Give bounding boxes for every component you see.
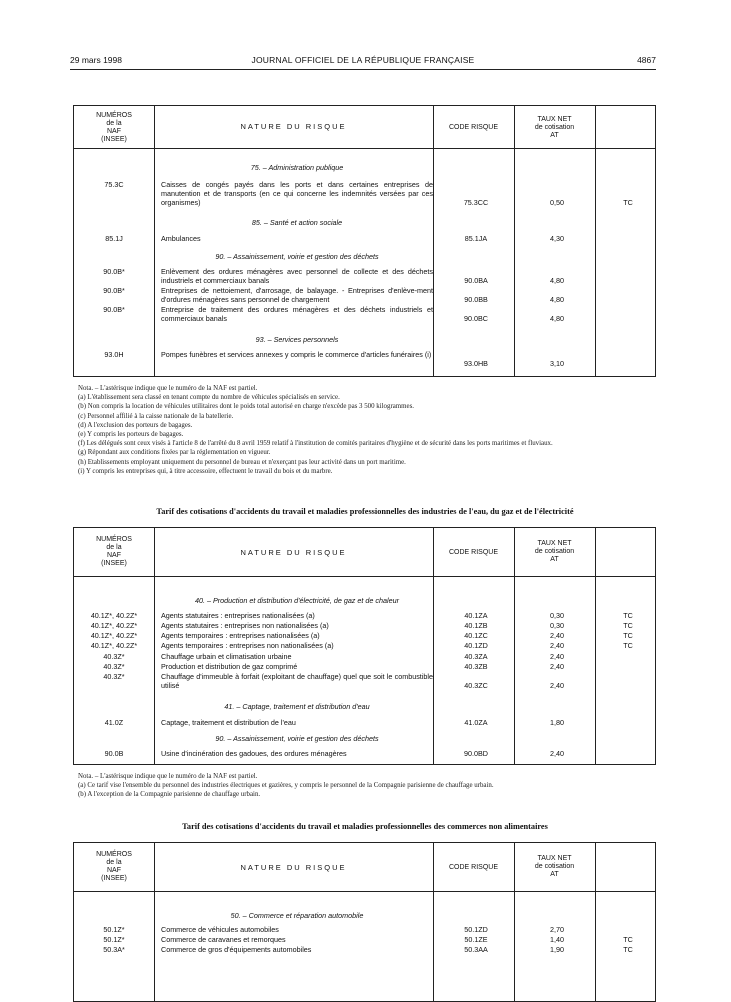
header-date: 29 mars 1998 [70,55,122,65]
risk-nature-cell: Enlèvement des ordures ménagères avec personnel de collecte et des déchets industriels et commerciaux banals [161,267,433,285]
notes-block-1 [78,384,656,476]
risk-nature-cell: Production et distribution de gaz comprimé [161,662,298,671]
column-header-nature: NATURE DU RISQUE [240,122,347,131]
naf-code-cell: 75.3C [104,180,124,189]
rate-cell: 2,40 [550,641,564,650]
naf-code-cell: 90.0B* [103,286,125,295]
risk-code-cell: 85.1JA [464,234,488,243]
risk-code-cell: 40.1ZD [464,641,488,650]
page-header [70,55,656,69]
risk-code-cell: 40.1ZA [464,611,488,620]
header-rule [70,69,656,70]
section-heading: 40. – Production et distribution d'électricité, de gaz et de chaleur [195,596,399,605]
risk-code-cell: 90.0BC [464,314,488,323]
column-header-nature: NATURE DU RISQUE [240,863,347,872]
naf-code-cell: 50.3A* [103,945,125,954]
risk-code-cell: 90.0BB [464,295,488,304]
risk-nature-cell: Pompes funèbres et services annexes y compris le commerce d'articles funéraires (i) [161,350,432,359]
risk-code-cell: 50.3AA [464,945,488,954]
rate-cell: 2,40 [550,749,564,758]
risk-code-cell: 41.0ZA [464,718,488,727]
note-line: (d) A l'exclusion des porteurs de bagages. [78,421,193,429]
note-line: (a) L'établissement sera classé en tenant compte du nombre de véhicules spécialisés en service. [78,394,340,402]
column-header-code: CODE RISQUE [448,864,498,871]
risk-nature-cell: Agents temporaires : entreprises nationalisées (a) [161,631,320,640]
naf-code-cell: 90.0B* [103,305,125,314]
rate-cell: 2,40 [550,652,564,661]
risk-code-cell: 75.3CC [463,198,489,207]
risk-code-cell: 40.3ZC [464,681,488,690]
tc-cell: TC [623,945,633,954]
naf-code-cell: 40.1Z*, 40.2Z* [90,641,138,650]
risk-code-cell: 93.0HB [464,359,488,368]
naf-code-cell: 50.1Z* [103,925,125,934]
naf-code-cell: 40.1Z*, 40.2Z* [90,611,138,620]
note-line: (h) Etablissements employant uniquement du personnel de bureau et n'exerçant pas leur activité dans un port maritime. [78,458,406,466]
naf-code-cell: 90.0B [104,749,124,758]
rate-cell: 0,30 [550,611,564,620]
rate-cell: 4,30 [550,234,564,243]
risk-nature-cell: Commerce de véhicules automobiles [161,925,279,934]
rate-cell: 4,80 [550,276,564,285]
note-line: (b) Non compris la location de véhicules utilitaires dont le poids total autorisé en charge n'excède pas 3 500 kilogrammes. [78,403,414,411]
naf-code-cell: 40.3Z* [103,672,125,681]
header-journal-title: JOURNAL OFFICIEL DE LA RÉPUBLIQUE FRANÇAISE [251,55,475,65]
risk-nature-cell: Chauffage urbain et climatisation urbaine [161,652,292,661]
column-header-code: CODE RISQUE [448,124,498,131]
note-line: (e) Y compris les porteurs de bagages. [78,431,184,439]
risk-nature-cell: Commerce de gros d'équipements automobiles [161,945,312,954]
section-heading: 90. – Assainissement, voirie et gestion des déchets [215,734,379,743]
risk-code-cell: 40.3ZB [464,662,488,671]
naf-code-cell: 93.0H [104,350,124,359]
risk-code-cell: 90.0BD [464,749,488,758]
naf-code-cell: 50.1Z* [103,935,125,944]
tariff-table-2 [73,527,656,765]
risk-code-cell: 50.1ZD [464,925,488,934]
section-heading: 41. – Captage, traitement et distribution d'eau [224,702,370,711]
tariff-table-3 [73,842,656,1002]
column-header-naf: NUMÉROS de la NAF (INSEE) [96,536,132,567]
risk-nature-cell: Entreprise de traitement des ordures ménagères et des déchets industriels et commerciaux banals [161,305,433,323]
risk-code-cell: 40.1ZC [464,631,488,640]
rate-cell: 2,70 [550,925,564,934]
header-page-number: 4867 [637,55,656,65]
note-line: (a) Ce tarif vise l'ensemble du personnel des industries électriques et gazières, y compris le personnel de la Compagnie parisienne de chauffage urbain. [78,782,494,790]
naf-code-cell: 85.1J [105,234,123,243]
section-heading: 50. – Commerce et réparation automobile [230,911,364,920]
naf-code-cell: 41.0Z [104,718,124,727]
rate-cell: 4,80 [550,314,564,323]
rate-cell: 1,80 [550,718,564,727]
note-line: (c) Personnel affilié à la caisse nationale de la batellerie. [78,412,234,420]
risk-nature-cell: Captage, traitement et distribution de l'eau [161,718,296,727]
section-heading: 93. – Services personnels [255,335,339,344]
note-line: Nota. – L'astérisque indique que le numéro de la NAF est partiel. [78,385,258,392]
risk-nature-cell: Ambulances [161,234,201,243]
risk-nature-cell: Chauffage d'immeuble à forfait (exploitant de chauffage) quel que soit le combustible utilisé [161,672,433,690]
naf-code-cell: 40.3Z* [103,662,125,671]
notes-block-2 [78,772,656,800]
section-heading: 90. – Assainissement, voirie et gestion des déchets [215,252,379,261]
section-title-commerces-non-alimentaires: Tarif des cotisations d'accidents du travail et maladies professionnelles des commerces non alimentaires [182,822,548,831]
rate-cell: 2,40 [550,662,564,671]
rate-cell: 0,50 [550,198,564,207]
column-header-naf: NUMÉROS de la NAF (INSEE) [96,851,132,882]
risk-nature-cell: Commerce de caravanes et remorques [161,935,286,944]
tc-cell: TC [623,198,633,207]
risk-code-cell: 50.1ZE [464,935,488,944]
naf-code-cell: 40.3Z* [103,652,125,661]
note-line: Nota. – L'astérisque indique que le numéro de la NAF est partiel. [78,773,258,780]
rate-cell: 4,80 [550,295,564,304]
rate-cell: 2,40 [550,631,564,640]
tc-cell: TC [623,641,633,650]
risk-nature-cell: Agents statutaires : entreprises nationalisées (a) [161,611,315,620]
section-heading: 75. – Administration publique [250,163,344,172]
naf-code-cell: 40.1Z*, 40.2Z* [90,631,138,640]
risk-nature-cell: Usine d'incinération des gadoues, des ordures ménagères [161,749,347,758]
column-header-naf: NUMÉROS de la NAF (INSEE) [96,112,132,143]
rate-cell: 0,30 [550,621,564,630]
tc-cell: TC [623,631,633,640]
column-header-nature: NATURE DU RISQUE [240,548,347,557]
rate-cell: 2,40 [550,681,564,690]
tc-cell: TC [623,935,633,944]
risk-nature-cell: Entreprises de nettoiement, d'arrosage, de balayage. - Entreprises d'enlève-ment d'ordures ménagères sans personnel de chargement [161,286,433,304]
column-header-code: CODE RISQUE [448,549,498,556]
column-header-taux: TAUX NET de cotisation AT [534,116,575,139]
rate-cell: 1,90 [550,945,564,954]
note-line: (i) Y compris les entreprises qui, à titre accessoire, effectuent le travail du bois et du marbre. [78,467,333,475]
risk-nature-cell: Agents temporaires : entreprises non nationalisées (a) [161,641,334,650]
note-line: (f) Les délégués sont ceux visés à l'article 8 de l'arrêté du 8 avril 1959 relatif à l'institution de comités paritaires d'hygiène et de sécurité dans les ports maritimes et fluviaux. [78,440,553,448]
note-line: (g) Répondant aux conditions fixées par la réglementation en vigueur. [78,449,271,457]
note-line: (b) A l'exception de la Compagnie parisienne de chauffage urbain. [78,791,261,799]
risk-nature-cell: Agents statutaires : entreprises non nationalisées (a) [161,621,329,630]
section-heading: 85. – Santé et action sociale [251,218,343,227]
tc-cell: TC [623,611,633,620]
column-header-taux: TAUX NET de cotisation AT [534,855,575,878]
tariff-table-1 [73,105,656,377]
rate-cell: 3,10 [550,359,564,368]
naf-code-cell: 40.1Z*, 40.2Z* [90,621,138,630]
risk-nature-cell: Caisses de congés payés dans les ports et dans certaines entreprises de manutention et de transports (en ce qui concerne les indemnités versées par ces organismes) [161,180,433,207]
risk-code-cell: 40.3ZA [464,652,488,661]
column-header-taux: TAUX NET de cotisation AT [534,540,575,563]
section-title-eau-gaz-electricite: Tarif des cotisations d'accidents du travail et maladies professionnelles des industries de l'eau, du gaz et de l'électricité [156,507,574,516]
tc-cell: TC [623,621,633,630]
risk-code-cell: 90.0BA [464,276,488,285]
naf-code-cell: 90.0B* [103,267,125,276]
rate-cell: 1,40 [550,935,564,944]
risk-code-cell: 40.1ZB [464,621,488,630]
